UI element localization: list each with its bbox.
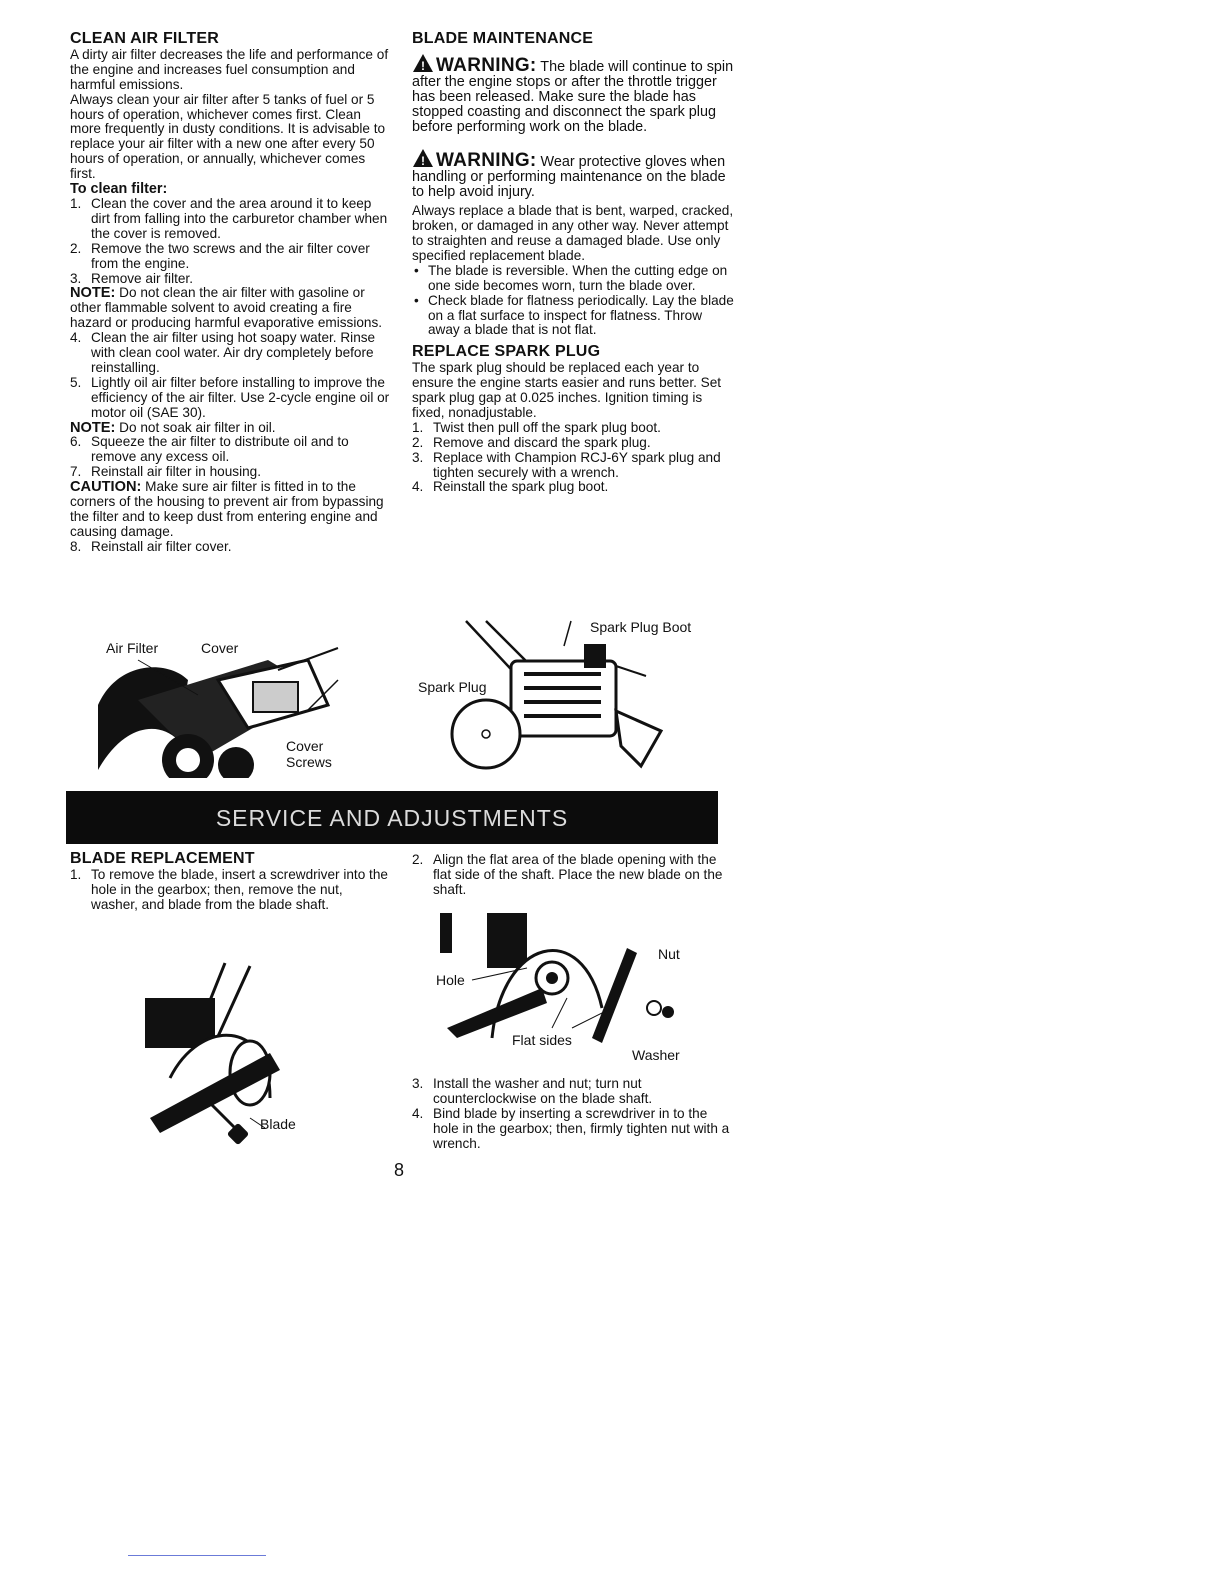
- step-text: Replace with Champion RCJ-6Y spark plug and tighten securely with a wrench.: [433, 449, 721, 480]
- step-text: Remove air filter.: [91, 270, 193, 286]
- list-item: [412, 294, 734, 339]
- steps-list: [70, 868, 392, 913]
- step-text: Lightly oil air filter before installing to improve the efficiency of the air filter. Use 2-cycle engine oil or motor oil (SAE 30).: [91, 374, 390, 420]
- svg-text:!: !: [421, 154, 425, 169]
- step-number: 1.: [412, 419, 424, 435]
- warning-triangle-icon: [412, 53, 434, 73]
- bullet-list: [412, 264, 734, 339]
- note-text: Do not clean the air filter with gasoline or other flammable solvent to avoid creating a fire hazard or producing harmful evaporative emissions.: [70, 285, 383, 331]
- page-number: 8: [394, 1160, 405, 1180]
- warning-triangle-icon: [412, 148, 434, 168]
- list-item: [70, 868, 392, 913]
- step-text: Twist then pull off the spark plug boot.: [433, 419, 661, 435]
- label-spark-plug-boot: Spark Plug Boot: [590, 619, 692, 635]
- blade-maintenance-section: [412, 32, 734, 495]
- steps-list: [70, 197, 392, 286]
- steps-list: [412, 421, 734, 496]
- list-item: [70, 465, 392, 480]
- step-number: 2.: [412, 434, 424, 450]
- blade-replacement-section: [70, 852, 392, 913]
- blade-install-illustration: [432, 908, 702, 1068]
- blade-replacement-steps-right: [412, 853, 734, 898]
- section-title: CLEAN AIR FILTER: [70, 30, 219, 47]
- blade-removal-illustration: [100, 958, 320, 1148]
- caution-text: Make sure air filter is fitted in to the corners of the housing to prevent air from bypassing the filter and to keep dust from entering engine and causing damage.: [70, 479, 384, 539]
- step-text: Reinstall air filter cover.: [91, 538, 232, 554]
- list-item: [412, 1077, 734, 1107]
- paragraph: Always replace a blade that is bent, warped, cracked, broken, or damaged in any other way. Never attempt to straighten and reuse a damaged blade. Use only specified replacement blade.: [412, 203, 734, 263]
- list-item: [412, 1107, 734, 1152]
- list-item: [412, 421, 734, 436]
- list-item: [70, 272, 392, 287]
- step-text: Align the flat area of the blade opening with the flat side of the shaft. Place the new blade on the shaft.: [433, 852, 723, 897]
- step-number: 8.: [70, 538, 82, 554]
- step-text: Install the washer and nut; turn nut counterclockwise on the blade shaft.: [433, 1076, 653, 1106]
- step-text: Remove and discard the spark plug.: [433, 434, 651, 450]
- warning-text: Wear protective gloves when handling or performing maintenance on the blade to help avoid injury.: [412, 154, 726, 201]
- list-item: [412, 436, 734, 451]
- step-number: 4.: [412, 479, 424, 495]
- step-text: Reinstall air filter in housing.: [91, 464, 262, 480]
- bullet: •: [414, 292, 419, 308]
- step-number: 1.: [70, 195, 82, 211]
- step-number: 2.: [70, 240, 82, 256]
- blade-replacement-steps-right-2: [412, 1077, 734, 1152]
- list-item: [412, 480, 734, 495]
- section-title: BLADE MAINTENANCE: [412, 30, 594, 47]
- step-text: Reinstall the spark plug boot.: [433, 479, 609, 495]
- label-spark-plug: Spark Plug: [418, 679, 487, 695]
- clean-air-filter-section: [70, 32, 392, 555]
- list-item: [70, 197, 392, 242]
- step-text: Remove the two screws and the air filter cover from the engine.: [91, 240, 370, 271]
- step-number: 2.: [412, 852, 424, 867]
- spark-plug-drawing: [416, 616, 716, 778]
- paragraph: A dirty air filter decreases the life and performance of the engine and increases fuel consumption and harmful emissions.: [70, 46, 389, 92]
- steps-list: [412, 1077, 734, 1152]
- steps-list: [70, 331, 392, 420]
- section-title: REPLACE SPARK PLUG: [412, 343, 601, 361]
- list-item: [412, 264, 734, 294]
- step-text: Bind blade by inserting a screwdriver in to the hole in the gearbox; then, firmly tighten nut with a wrench.: [433, 1105, 730, 1151]
- step-text: Squeeze the air filter to distribute oil and to remove any excess oil.: [91, 434, 349, 465]
- banner-title: SERVICE AND ADJUSTMENTS: [215, 805, 569, 831]
- warning-label: WARNING:: [436, 150, 537, 172]
- warning-text: The blade will continue to spin after the engine stops or after the throttle trigger has been released. Make sure the blade has stopped coasting and disconnect the spark plug before performing work on the blade.: [412, 58, 734, 135]
- paragraph: The spark plug should be replaced each year to ensure the engine starts easier and runs better. Set spark plug gap at 0.025 inches. Ignition timing is fixed, nonadjustable.: [412, 360, 722, 420]
- step-number: 3.: [412, 1076, 424, 1091]
- note: [70, 421, 392, 436]
- bullet-text: The blade is reversible. When the cutting edge on one side becomes worn, turn the blade over.: [428, 262, 728, 293]
- label-washer: Washer: [632, 1047, 680, 1063]
- step-number: 5.: [70, 374, 82, 390]
- step-text: To remove the blade, insert a screwdriver into the hole in the gearbox; then, remove the nut, washer, and blade from the blade shaft.: [91, 866, 388, 912]
- step-text: Clean the cover and the area around it to keep dirt from falling into the carburetor chamber when the cover is removed.: [91, 195, 388, 241]
- list-item: [70, 435, 392, 465]
- list-item: [70, 331, 392, 376]
- steps-list: [70, 435, 392, 480]
- label-cover: Cover: [201, 640, 239, 656]
- note-label: NOTE:: [70, 419, 116, 436]
- note-label: NOTE:: [70, 285, 116, 302]
- paragraph: Always clean your air filter after 5 tanks of fuel or 5 hours of operation, whichever comes first. Clean more frequently in dusty conditions. It is advisable to replace your air filter with a new one after every 50 hours of operation, or annually, whichever comes first.: [70, 91, 386, 182]
- label-cover-screws: Screws: [286, 754, 332, 770]
- section-banner: [66, 791, 718, 844]
- step-number: 4.: [70, 330, 82, 346]
- list-item: [412, 853, 734, 898]
- footer-rule: [128, 1555, 266, 1556]
- steps-list: [412, 853, 734, 898]
- note-text: Do not soak air filter in oil.: [115, 419, 276, 435]
- list-item: [70, 242, 392, 272]
- label-cover-screws: Cover: [286, 738, 324, 754]
- step-number: 7.: [70, 464, 82, 480]
- step-number: 1.: [70, 866, 82, 882]
- label-nut: Nut: [658, 946, 680, 962]
- label-flat-sides: Flat sides: [512, 1032, 572, 1048]
- caution-label: CAUTION:: [70, 479, 142, 496]
- list-item: [70, 376, 392, 421]
- svg-text:!: !: [421, 58, 425, 73]
- step-number: 4.: [412, 1105, 424, 1121]
- step-number: 6.: [70, 434, 82, 450]
- spark-plug-illustration: [416, 616, 716, 778]
- note: [70, 286, 392, 331]
- step-text: Clean the air filter using hot soapy water. Rinse with clean cool water. Air dry completely before reinstalling.: [91, 330, 376, 375]
- caution: [70, 480, 392, 540]
- step-number: 3.: [70, 270, 82, 286]
- subheading: To clean filter:: [70, 181, 168, 198]
- label-hole: Hole: [436, 972, 465, 988]
- bullet: •: [414, 262, 419, 278]
- warning: [412, 53, 734, 135]
- list-item: [412, 451, 734, 481]
- step-number: 3.: [412, 449, 424, 465]
- bullet-text: Check blade for flatness periodically. Lay the blade on a flat surface to inspect for flatness. Throw away a blade that is not flat.: [428, 292, 734, 338]
- list-item: [70, 540, 392, 555]
- warning: [412, 148, 734, 200]
- warning-label: WARNING:: [436, 54, 537, 76]
- label-blade: Blade: [260, 1116, 296, 1132]
- label-air-filter: Air Filter: [106, 640, 159, 656]
- air-filter-illustration: [78, 620, 378, 778]
- steps-list: [70, 540, 392, 555]
- section-title: BLADE REPLACEMENT: [70, 850, 255, 867]
